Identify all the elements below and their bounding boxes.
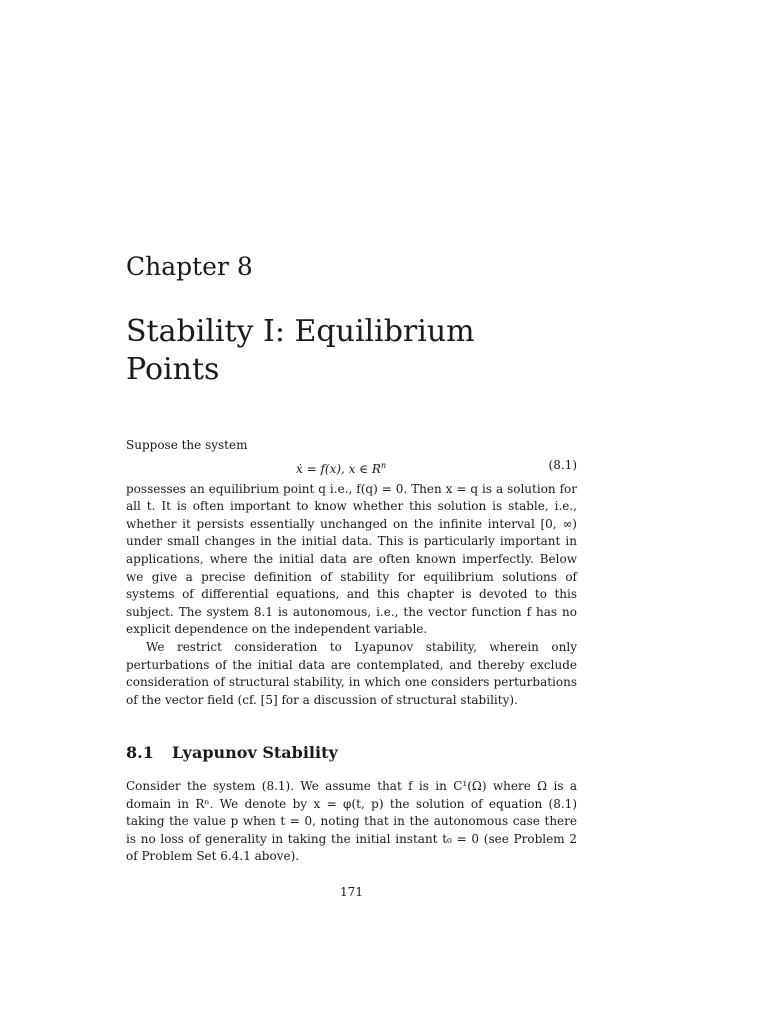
intro-lead: Suppose the system (126, 438, 248, 452)
chapter-title-line-2: Points (126, 352, 220, 387)
equation-number: (8.1) (548, 457, 577, 472)
section-paragraph: Consider the system (8.1). We assume that f is in C¹(Ω) where Ω is a domain in Rⁿ. We denote by x = φ(t, p) the solution of equation (8.1) taking the value p when t = 0, noting that in the autonomous case there is no loss of generality in taking the initial instant t₀ = 0 (see Problem 2 of Problem Set 6.4.1 above). (126, 779, 577, 864)
section-title: Lyapunov Stability (172, 743, 338, 762)
chapter-title-line-1: Stability I: Equilibrium (126, 314, 475, 349)
equation-superscript: n (380, 460, 387, 470)
chapter-label: Chapter 8 (126, 252, 253, 281)
book-page (126, 0, 577, 1024)
section-body (126, 778, 577, 866)
section-number: 8.1 (126, 743, 154, 762)
chapter-title (126, 313, 475, 389)
equation-8-1 (126, 457, 577, 477)
page-number: 171 (340, 885, 363, 899)
intro-paragraph-1: possesses an equilibrium point q i.e., f(q) = 0. Then x = q is a solution for all t. It is often important to know whether this solution is stable, i.e., whether it persists essentially unchanged on the infinite interval [0, ∞) under small changes in the initial data. This is particularly important in applications, where the initial data are often known imperfectly. Below we give a precise definition of stability for equilibrium solutions of systems of differential equations, and this chapter is devoted to this subject. The system 8.1 is autonomous, i.e., the vector function f has no explicit dependence on the independent variable. (126, 481, 577, 637)
equation-text: ẋ = f(x), x ∈ R (296, 461, 381, 476)
section-heading (126, 742, 338, 764)
equation-body (296, 457, 386, 478)
intro-paragraph-2: We restrict consideration to Lyapunov stability, wherein only perturbations of the initial data are contemplated, and thereby exclude consideration of structural stability, in which one considers perturbations of the vector field (cf. [5] for a discussion of structural stability). (126, 639, 577, 707)
intro-section (126, 437, 577, 709)
